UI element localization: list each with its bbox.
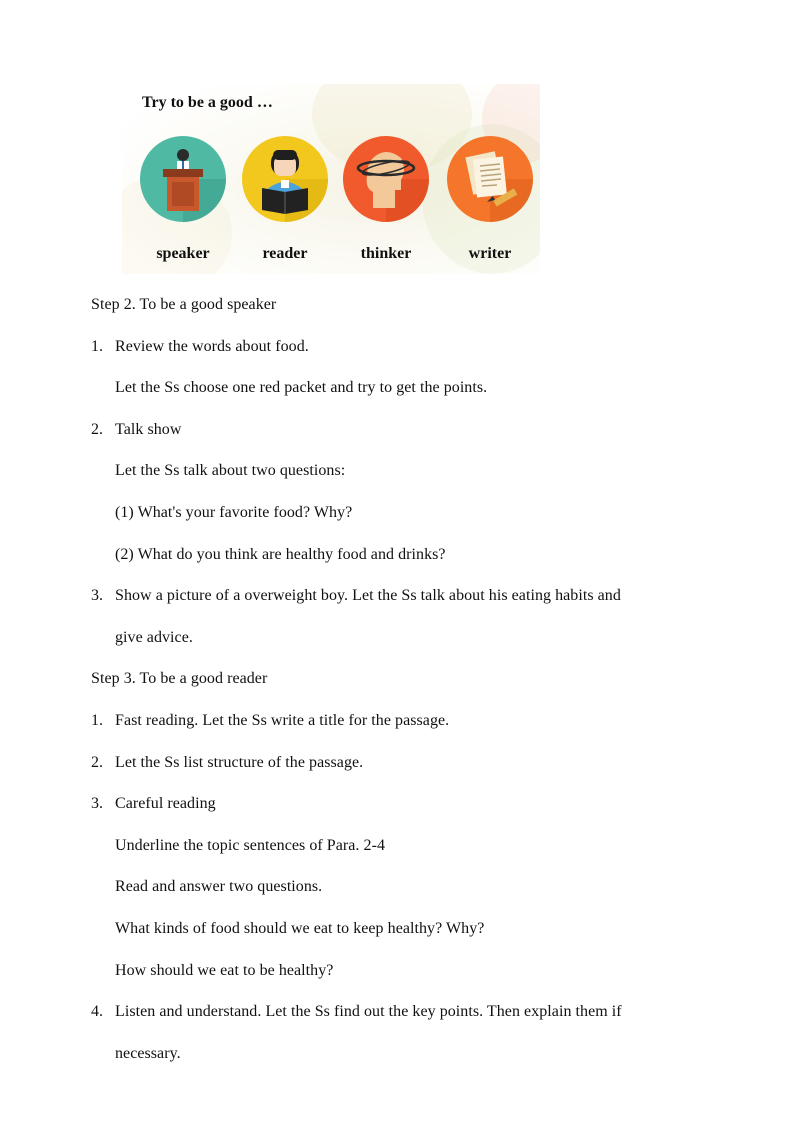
- role-label-thinker: thinker: [360, 245, 412, 262]
- step3-item1-number: 1.: [91, 712, 103, 729]
- step2-heading: Step 2. To be a good speaker: [91, 296, 277, 313]
- roles-banner: [122, 84, 540, 274]
- role-label-reader: reader: [262, 245, 308, 262]
- step2-question-1: (1) What's your favorite food? Why?: [115, 504, 353, 521]
- step3-item3-number: 3.: [91, 795, 103, 812]
- banner-title: Try to be a good …: [142, 94, 273, 111]
- thinker-head-icon: [343, 136, 429, 222]
- role-speaker: [138, 136, 228, 263]
- step2-item2-sub: Let the Ss talk about two questions:: [115, 462, 346, 479]
- step2-question-2: (2) What do you think are healthy food and drinks?: [115, 546, 446, 563]
- step3-item3-sub-3: What kinds of food should we eat to keep healthy? Why?: [115, 920, 485, 937]
- writer-paper-icon: [447, 136, 533, 222]
- step3-item2-text: Let the Ss list structure of the passage.: [115, 754, 364, 771]
- step3-item3-sub-2: Read and answer two questions.: [115, 878, 323, 895]
- step3-item3-text: Careful reading: [115, 795, 216, 812]
- step2-item1-number: 1.: [91, 338, 103, 355]
- step3-heading: Step 3. To be a good reader: [91, 670, 268, 687]
- step2-item3-continuation: give advice.: [115, 629, 193, 646]
- role-thinker: [341, 136, 431, 263]
- step2-item3-number: 3.: [91, 587, 103, 604]
- step2-item1-text: Review the words about food.: [115, 338, 309, 355]
- speaker-podium-icon: [140, 136, 226, 222]
- step2-item2-number: 2.: [91, 421, 103, 438]
- role-label-speaker: speaker: [156, 245, 210, 262]
- step3-item3-sub-4: How should we eat to be healthy?: [115, 962, 334, 979]
- step2-item2-text: Talk show: [115, 421, 182, 438]
- reader-book-icon: [242, 136, 328, 222]
- step3-item4-number: 4.: [91, 1003, 103, 1020]
- step3-item1-text: Fast reading. Let the Ss write a title for the passage.: [115, 712, 450, 729]
- role-writer: [445, 136, 535, 263]
- step2-item3-text: Show a picture of a overweight boy. Let the Ss talk about his eating habits and: [115, 587, 621, 604]
- step3-item2-number: 2.: [91, 754, 103, 771]
- step2-item1-sub: Let the Ss choose one red packet and try to get the points.: [115, 379, 488, 396]
- step3-item4-text: Listen and understand. Let the Ss find out the key points. Then explain them if: [115, 1003, 622, 1020]
- role-label-writer: writer: [468, 245, 512, 262]
- step3-item3-sub-1: Underline the topic sentences of Para. 2-4: [115, 837, 386, 854]
- role-reader: [240, 136, 330, 263]
- step3-item4-continuation: necessary.: [115, 1045, 181, 1062]
